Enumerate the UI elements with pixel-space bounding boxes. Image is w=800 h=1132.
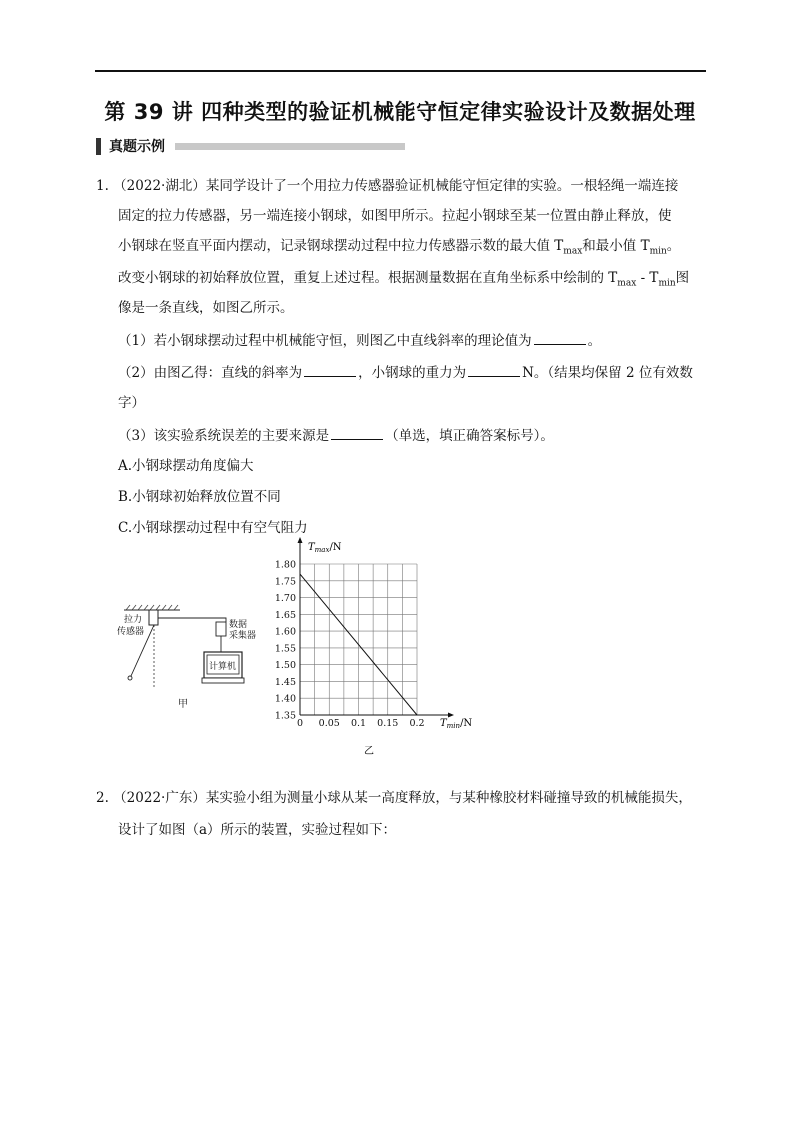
option-b: B.小钢球初始释放位置不同	[118, 489, 281, 505]
sensor-label-1: 拉力	[124, 615, 143, 625]
computer-base	[202, 678, 244, 683]
section-marker	[96, 138, 101, 155]
x-tick-label: 0	[296, 718, 304, 729]
answer-blank-4[interactable]	[331, 425, 383, 440]
computer-label: 计算机	[209, 662, 237, 672]
q1-line-3: 小钢球在竖直平面内摆动，记录钢球摆动过程中拉力传感器示数的最大值 $T_{max}$和最小值 $T_{min}$。	[118, 238, 681, 257]
q1-line-1: 1. （2022·湖北）某同学设计了一个用拉力传感器验证机械能守恒定律的实验。一根轻绳一端连接	[96, 178, 679, 194]
caption-jia: 甲	[178, 699, 188, 710]
q1-part-2: （2）由图乙得：直线的斜率为 ，小钢球的重力为 N。（结果均保留 2 位有效数	[118, 362, 693, 383]
x-tick-label: 0.05	[318, 718, 340, 729]
y-tick-label: 1.40	[274, 693, 296, 705]
chart-yi	[262, 535, 482, 760]
sensor-label-2: 传感器	[117, 627, 145, 637]
ceiling	[124, 605, 180, 610]
option-c: C.小钢球摆动过程中有空气阻力	[118, 520, 308, 536]
y-tick-label: 1.35	[274, 710, 296, 722]
q1-part-3: （3）该实验系统误差的主要来源是 （单选，填正确答案标号）。	[118, 425, 554, 446]
answer-blank-3[interactable]	[468, 362, 520, 377]
y-axis-label: $T_{max}/N$	[308, 542, 342, 554]
q1-line-5: 像是一条直线，如图乙所示。	[118, 300, 294, 316]
y-tick-label: 1.65	[274, 609, 296, 621]
section-underline	[175, 143, 405, 150]
q2-line-2: 设计了如图（a）所示的装置，实验过程如下：	[118, 822, 397, 838]
y-tick-label: 1.70	[274, 593, 296, 605]
sensor-box	[149, 610, 158, 625]
q1-part-1: （1）若小钢球摆动过程中机械能守恒，则图乙中直线斜率的理论值为 。	[118, 330, 601, 351]
collector-box	[216, 622, 226, 636]
y-tick-label: 1.45	[274, 676, 296, 688]
y-tick-label: 1.80	[274, 559, 296, 571]
chart-grid	[300, 564, 417, 715]
y-tick-label: 1.50	[274, 660, 296, 672]
answer-blank-1[interactable]	[534, 330, 586, 345]
x-axis-arrow	[448, 713, 454, 718]
option-a: A.小钢球摆动角度偏大	[118, 458, 254, 474]
x-axis-label: $T_{min}/N$	[440, 718, 473, 730]
steel-ball	[128, 676, 132, 680]
section-title: 真题示例	[109, 139, 165, 155]
q1-part-2-cont: 字）	[118, 395, 145, 411]
q2-line-1: 2. （2022·广东）某实验小组为测量小球从某一高度释放，与某种橡胶材料碰撞导致的机械能损失，	[96, 790, 692, 806]
y-axis-arrow	[298, 537, 303, 543]
x-tick-label: 0.15	[377, 718, 399, 729]
q1-line-4: 改变小钢球的初始释放位置，重复上述过程。根据测量数据在直角坐标系中绘制的 $T_{max} - T_{min}$图	[118, 270, 690, 289]
page-title: 第 39 讲 四种类型的验证机械能守恒定律实验设计及数据处理	[104, 100, 696, 124]
top-rule	[95, 70, 706, 72]
collector-label-1: 数据	[229, 620, 248, 630]
y-tick-label: 1.75	[274, 576, 296, 588]
y-tick-label: 1.55	[274, 643, 296, 655]
q1-line-2: 固定的拉力传感器，另一端连接小钢球，如图甲所示。拉起小钢球至某一位置由静止释放，使	[118, 208, 672, 224]
figure-jia	[108, 600, 268, 710]
section-header	[96, 137, 405, 155]
x-tick-label: 0.2	[409, 718, 425, 729]
caption-yi: 乙	[364, 746, 374, 757]
answer-blank-2[interactable]	[304, 362, 356, 377]
x-tick-label: 0.1	[350, 718, 367, 729]
collector-label-2: 采集器	[229, 631, 257, 641]
y-tick-label: 1.60	[274, 626, 296, 638]
signal-wire	[158, 618, 226, 622]
